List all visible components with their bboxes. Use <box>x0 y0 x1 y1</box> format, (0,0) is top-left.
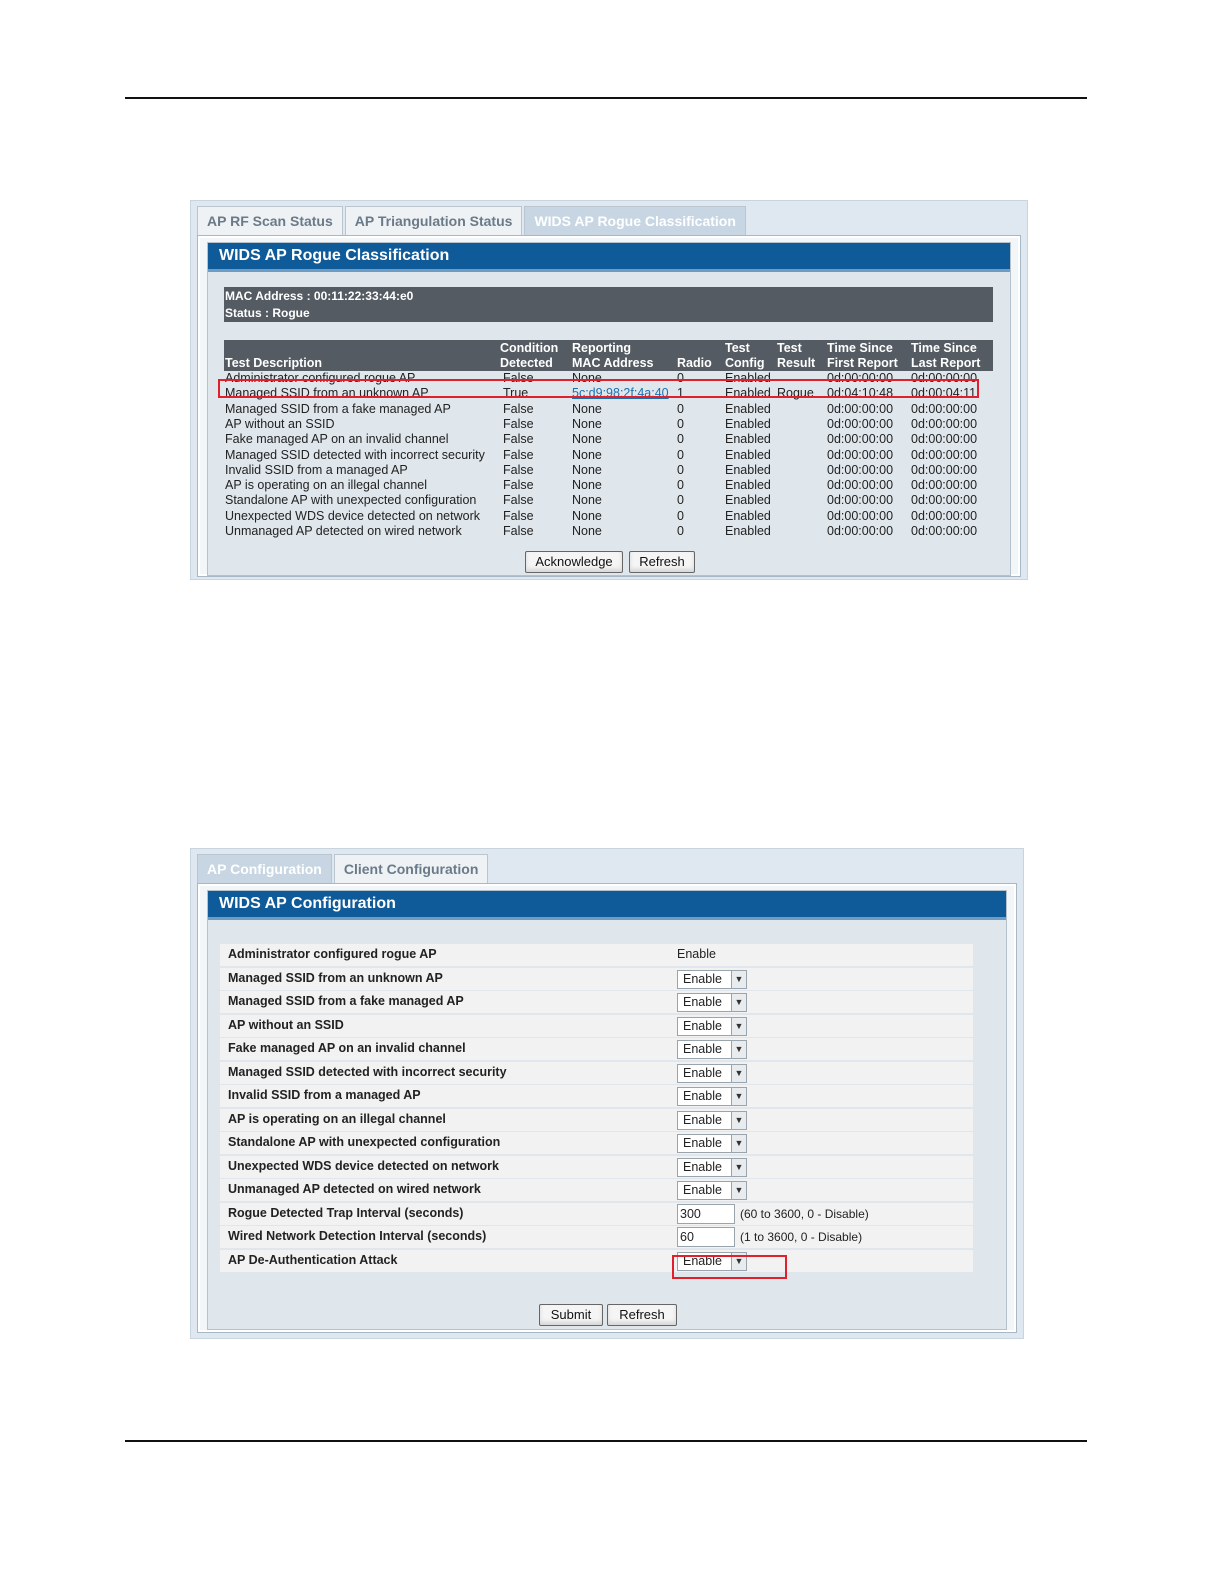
header-condition-top: Condition <box>500 341 559 355</box>
config-row <box>220 944 973 968</box>
cell-test-description: Standalone AP with unexpected configuration <box>225 493 477 508</box>
cell-time-since-last: 0d:00:00:00 <box>911 447 978 462</box>
config-row <box>220 1109 973 1133</box>
cell-time-since-first: 0d:00:00:00 <box>827 508 894 523</box>
cell-condition-detected: False <box>503 478 534 493</box>
cell-condition-detected: False <box>503 447 534 462</box>
mac-address-label: MAC Address : 00:11:22:33:44:e0 <box>225 289 414 303</box>
select-value: Enable <box>683 971 722 986</box>
cell-reporting-mac: None <box>572 432 602 447</box>
submit-button[interactable]: Submit <box>539 1304 603 1326</box>
chevron-down-icon[interactable]: ▼ <box>731 1112 746 1129</box>
cell-time-since-last: 0d:00:00:00 <box>911 508 978 523</box>
cell-test-description: Managed SSID detected with incorrect security <box>225 447 485 462</box>
header-test-description: Test Description <box>225 356 323 370</box>
enable-select[interactable] <box>677 1040 747 1059</box>
tab-ap-rf-scan-status[interactable]: AP RF Scan Status <box>197 206 343 235</box>
cell-radio: 0 <box>677 478 684 493</box>
highlight-box <box>672 1255 787 1279</box>
config-row <box>220 1015 973 1039</box>
table-row <box>224 417 993 432</box>
config-label: AP De-Authentication Attack <box>228 1252 398 1267</box>
config-label: Fake managed AP on an invalid channel <box>228 1041 466 1055</box>
select-value: Enable <box>683 1065 722 1080</box>
cell-test-config: Enabled <box>725 386 771 401</box>
config-label: Unmanaged AP detected on wired network <box>228 1182 481 1196</box>
cell-test-config: Enabled <box>725 401 771 416</box>
chevron-down-icon[interactable]: ▼ <box>731 1159 746 1176</box>
config-label: Unexpected WDS device detected on network <box>228 1158 499 1173</box>
config-row <box>220 1179 973 1203</box>
interval-input[interactable]: 300 <box>677 1204 735 1224</box>
cell-time-since-first: 0d:04:10:48 <box>827 386 894 401</box>
config-row <box>220 1038 973 1062</box>
config-label: Administrator configured rogue AP <box>228 947 437 961</box>
cell-test-description: Administrator configured rogue AP <box>225 371 416 385</box>
rogue-classification-screenshot <box>190 200 1028 580</box>
range-hint: (60 to 3600, 0 - Disable) <box>740 1206 869 1221</box>
cell-test-description: AP without an SSID <box>225 416 335 431</box>
cell-radio: 0 <box>677 432 684 447</box>
header-test-config-top: Test <box>725 341 750 355</box>
cell-test-config: Enabled <box>725 432 771 447</box>
cell-test-config: Enabled <box>725 416 771 431</box>
chevron-down-icon[interactable]: ▼ <box>731 1253 746 1270</box>
config-row <box>220 1203 973 1227</box>
content-frame <box>197 235 1021 577</box>
cell-time-since-last: 0d:00:04:11 <box>911 386 977 401</box>
config-label: Invalid SSID from a managed AP <box>228 1088 421 1102</box>
table-row <box>224 524 993 539</box>
cell-test-description: Fake managed AP on an invalid channel <box>225 432 449 447</box>
tab-ap-triangulation-status[interactable]: AP Triangulation Status <box>345 206 523 235</box>
header-first-report-top: Time Since <box>827 341 893 355</box>
select-value: Enable <box>683 1018 722 1033</box>
enable-select[interactable] <box>677 1017 747 1036</box>
cell-time-since-first: 0d:00:00:00 <box>827 401 894 416</box>
select-value: Enable <box>683 1183 722 1197</box>
cell-time-since-first: 0d:00:00:00 <box>827 371 894 385</box>
header-reporting-bottom: MAC Address <box>572 356 654 370</box>
cell-radio: 0 <box>677 524 684 538</box>
header-last-report-bottom: Last Report <box>911 356 981 370</box>
config-static-value: Enable <box>677 947 716 961</box>
select-value: Enable <box>683 995 722 1009</box>
cell-time-since-last: 0d:00:00:00 <box>911 371 978 385</box>
cell-condition-detected: False <box>503 416 534 431</box>
status-label: Status : Rogue <box>225 306 310 320</box>
cell-test-config: Enabled <box>725 447 771 462</box>
panel-title: WIDS AP Rogue Classification <box>208 243 1010 272</box>
select-value: Enable <box>683 1112 722 1127</box>
enable-select[interactable] <box>677 1158 747 1177</box>
cell-test-config: Enabled <box>725 371 771 385</box>
cell-time-since-last: 0d:00:00:00 <box>911 493 978 508</box>
cell-condition-detected: False <box>503 432 534 447</box>
panel-title: WIDS AP Configuration <box>208 891 1006 920</box>
cell-test-result: Rogue <box>777 386 814 401</box>
header-radio: Radio <box>677 356 712 370</box>
chevron-down-icon[interactable]: ▼ <box>731 1182 746 1199</box>
table-row <box>224 402 993 417</box>
enable-select[interactable] <box>677 970 747 989</box>
cell-reporting-mac: None <box>572 371 602 385</box>
refresh-button[interactable]: Refresh <box>607 1304 677 1326</box>
cell-time-since-last: 0d:00:00:00 <box>911 432 978 447</box>
cell-time-since-last: 0d:00:00:00 <box>911 401 978 416</box>
table-row <box>224 493 993 508</box>
interval-input[interactable]: 60 <box>677 1227 735 1247</box>
config-row <box>220 968 973 992</box>
enable-select[interactable] <box>677 1134 747 1153</box>
table-row <box>224 478 993 493</box>
cell-condition-detected: False <box>503 508 534 523</box>
cell-time-since-first: 0d:00:00:00 <box>827 478 894 493</box>
header-first-report-bottom: First Report <box>827 356 898 370</box>
cell-test-description: Managed SSID from a fake managed AP <box>225 401 451 416</box>
config-row <box>220 1226 973 1250</box>
select-value: Enable <box>683 1253 722 1268</box>
config-label: AP is operating on an illegal channel <box>228 1111 446 1126</box>
enable-select[interactable] <box>677 1087 747 1106</box>
config-row <box>220 991 973 1015</box>
chevron-down-icon[interactable]: ▼ <box>731 1135 746 1152</box>
table-row <box>224 509 993 524</box>
select-value: Enable <box>683 1042 722 1056</box>
config-row <box>220 1132 973 1156</box>
cell-test-description: Invalid SSID from a managed AP <box>225 462 408 477</box>
chevron-down-icon[interactable]: ▼ <box>731 994 746 1011</box>
tab-bar <box>197 854 490 884</box>
chevron-down-icon[interactable]: ▼ <box>731 1088 746 1105</box>
config-row <box>220 1250 973 1274</box>
config-row <box>220 1085 973 1109</box>
cell-condition-detected: True <box>503 386 529 401</box>
cell-time-since-first: 0d:00:00:00 <box>827 447 894 462</box>
enable-select[interactable] <box>677 1064 747 1083</box>
config-label: Managed SSID from a fake managed AP <box>228 994 464 1008</box>
table-row <box>224 432 993 447</box>
header-reporting-top: Reporting <box>572 341 632 355</box>
select-value: Enable <box>683 1089 722 1103</box>
cell-time-since-last: 0d:00:00:00 <box>911 478 978 493</box>
cell-reporting-mac: None <box>572 416 602 431</box>
cell-condition-detected: False <box>503 462 534 477</box>
chevron-down-icon[interactable]: ▼ <box>731 1041 746 1058</box>
select-value: Enable <box>683 1159 722 1174</box>
config-label: Wired Network Detection Interval (seconds) <box>228 1229 487 1243</box>
cell-reporting-mac: None <box>572 447 602 462</box>
header-test-result-top: Test <box>777 341 802 355</box>
config-label: Standalone AP with unexpected configuration <box>228 1135 501 1149</box>
cell-reporting-mac: None <box>572 478 602 493</box>
cell-radio: 1 <box>677 386 684 401</box>
config-label: AP without an SSID <box>228 1017 344 1032</box>
cell-time-since-last: 0d:00:00:00 <box>911 462 978 477</box>
tab-wids-ap-rogue-classification[interactable]: WIDS AP Rogue Classification <box>524 206 745 235</box>
cell-test-config: Enabled <box>725 478 771 493</box>
cell-radio: 0 <box>677 371 684 385</box>
header-last-report-top: Time Since <box>911 341 977 355</box>
cell-test-config: Enabled <box>725 508 771 523</box>
cell-time-since-first: 0d:00:00:00 <box>827 524 894 538</box>
cell-reporting-mac[interactable]: 5c:d9:98:2f:4a:40 <box>572 386 669 401</box>
cell-reporting-mac: None <box>572 401 602 416</box>
cell-radio: 0 <box>677 447 684 462</box>
config-row <box>220 1062 973 1086</box>
cell-condition-detected: False <box>503 401 534 416</box>
cell-time-since-first: 0d:00:00:00 <box>827 416 894 431</box>
table-header <box>224 340 993 371</box>
cell-time-since-first: 0d:00:00:00 <box>827 493 894 508</box>
cell-radio: 0 <box>677 416 684 431</box>
ap-configuration-panel <box>207 890 1007 1330</box>
header-condition-bottom: Detected <box>500 356 553 370</box>
header-test-result-bottom: Result <box>777 356 816 370</box>
cell-test-description: Unexpected WDS device detected on network <box>225 508 480 523</box>
tab-client-configuration[interactable]: Client Configuration <box>334 854 489 883</box>
content-frame <box>197 883 1017 1333</box>
ap-configuration-screenshot <box>190 848 1024 1339</box>
select-value: Enable <box>683 1136 722 1150</box>
acknowledge-button[interactable]: Acknowledge <box>525 551 623 573</box>
cell-test-config: Enabled <box>725 493 771 508</box>
cell-reporting-mac: None <box>572 524 602 538</box>
cell-test-description: Unmanaged AP detected on wired network <box>225 524 462 538</box>
tab-ap-configuration[interactable]: AP Configuration <box>197 854 332 883</box>
config-row <box>220 1156 973 1180</box>
cell-reporting-mac: None <box>572 493 602 508</box>
page-top-rule <box>125 97 1087 99</box>
cell-test-config: Enabled <box>725 524 771 538</box>
cell-test-description: Managed SSID from an unknown AP <box>225 386 429 401</box>
chevron-down-icon[interactable]: ▼ <box>731 1018 746 1035</box>
enable-select[interactable] <box>677 1111 747 1130</box>
enable-select[interactable] <box>677 1181 747 1200</box>
chevron-down-icon[interactable]: ▼ <box>731 971 746 988</box>
cell-condition-detected: False <box>503 371 534 385</box>
config-label: Managed SSID from an unknown AP <box>228 970 443 985</box>
cell-test-description: AP is operating on an illegal channel <box>225 478 427 493</box>
header-test-config-bottom: Config <box>725 356 765 370</box>
cell-time-since-first: 0d:00:00:00 <box>827 462 894 477</box>
cell-time-since-first: 0d:00:00:00 <box>827 432 894 447</box>
range-hint: (1 to 3600, 0 - Disable) <box>740 1230 863 1244</box>
cell-reporting-mac: None <box>572 462 602 477</box>
page-bottom-rule <box>125 1440 1087 1442</box>
cell-radio: 0 <box>677 493 684 508</box>
cell-reporting-mac: None <box>572 508 602 523</box>
cell-radio: 0 <box>677 508 684 523</box>
tab-bar <box>197 206 748 236</box>
cell-condition-detected: False <box>503 493 534 508</box>
highlight-box <box>218 379 979 401</box>
cell-time-since-last: 0d:00:00:00 <box>911 524 978 538</box>
rogue-classification-panel <box>207 242 1011 576</box>
cell-condition-detected: False <box>503 524 534 538</box>
cell-radio: 0 <box>677 462 684 477</box>
config-label: Managed SSID detected with incorrect security <box>228 1064 507 1079</box>
table-row <box>224 463 993 478</box>
enable-select[interactable] <box>677 993 747 1012</box>
config-label: Rogue Detected Trap Interval (seconds) <box>228 1205 464 1220</box>
cell-test-config: Enabled <box>725 462 771 477</box>
refresh-button[interactable]: Refresh <box>629 551 695 573</box>
cell-time-since-last: 0d:00:00:00 <box>911 416 978 431</box>
chevron-down-icon[interactable]: ▼ <box>731 1065 746 1082</box>
ap-info-bar <box>224 287 993 322</box>
table-row <box>224 448 993 463</box>
cell-radio: 0 <box>677 401 684 416</box>
